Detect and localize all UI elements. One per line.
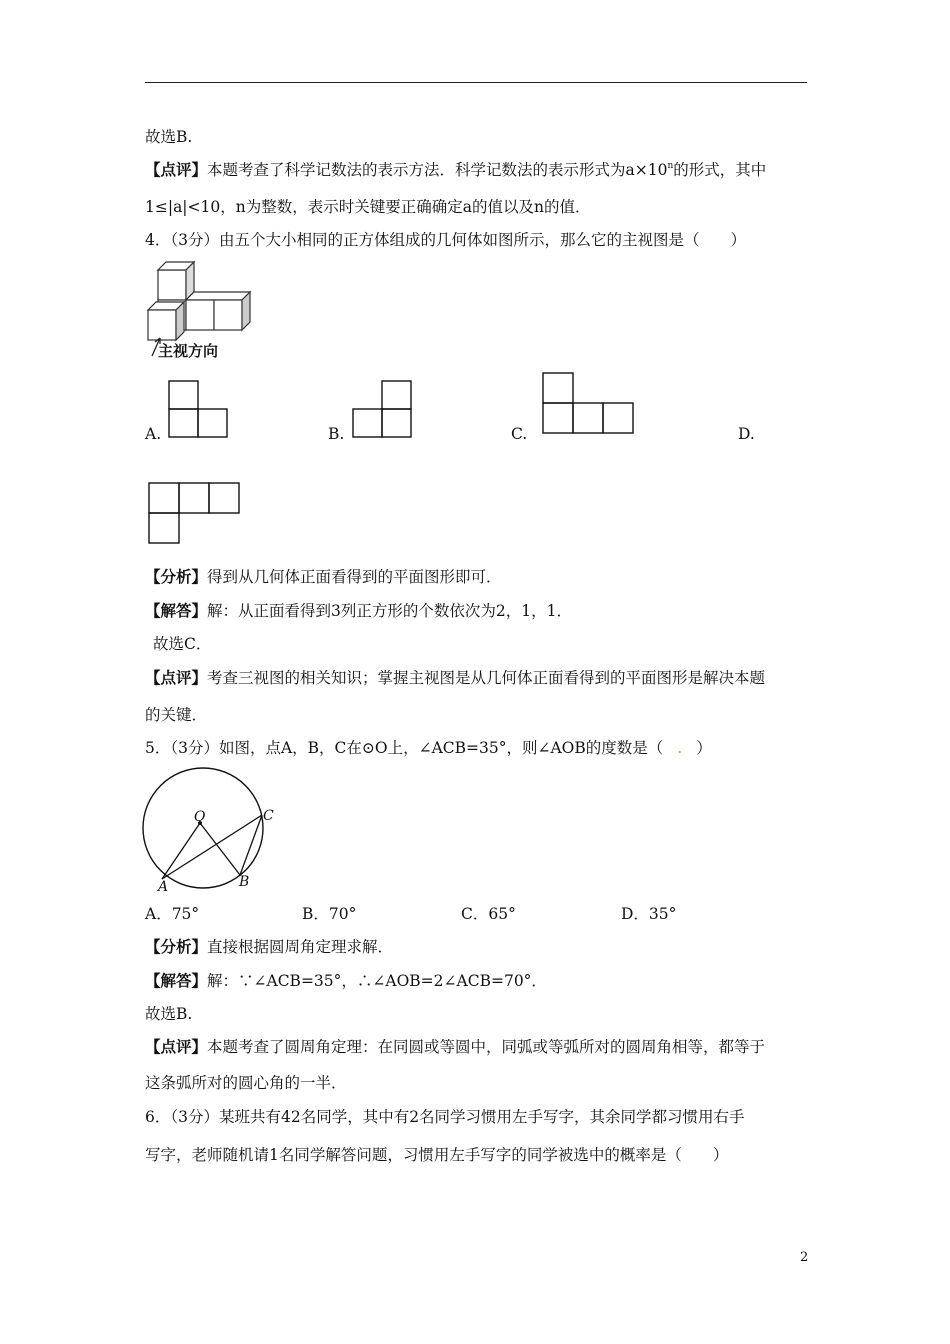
q5-comment-line2: 这条弧所对的圆心角的一半． xyxy=(145,1074,347,1092)
analysis-tag: 【分析】 xyxy=(145,567,208,586)
q4-option-c-figure xyxy=(542,372,636,434)
q6-stem-line1: 6．（3分）某班共有42名同学，其中有2名同学习惯用左手写字，其余同学都习惯用右手 xyxy=(145,1108,745,1126)
q5-circle-figure xyxy=(140,765,280,895)
q4-option-b-label: B. xyxy=(328,425,345,443)
comment-tag: 【点评】 xyxy=(145,160,208,179)
q4-option-d-figure xyxy=(148,482,240,544)
header-rule xyxy=(145,82,807,83)
q5-option-d: D．35° xyxy=(621,905,677,923)
point-label-b: B xyxy=(239,874,250,890)
q4-option-d-label: D. xyxy=(738,425,755,443)
q5-comment: 【点评】本题考查了圆周角定理：在同圆或等圆中，同弧或等弧所对的圆周角相等，都等于 xyxy=(145,1037,766,1056)
q4-stem: 4．（3分）由五个大小相同的正方体组成的几何体如图所示，那么它的主视图是（ ） xyxy=(145,231,746,249)
q4-conclusion: 故选C． xyxy=(153,635,212,653)
q5-stem: 5．（3分）如图，点A，B，C在⊙O上，∠ACB=35°，则∠AOB的度数是（ . ） xyxy=(145,739,712,757)
view-direction-label: 主视方向 xyxy=(158,342,219,360)
page-number: 2 xyxy=(800,1250,809,1265)
q4-cube-figure xyxy=(140,260,260,360)
solution-tag: 【解答】 xyxy=(145,601,208,620)
q3-conclusion: 故选B. xyxy=(145,128,193,146)
q5-solution: 【解答】解：∵∠ACB=35°，∴∠AOB=2∠ACB=70°． xyxy=(145,971,547,990)
q4-option-a-figure xyxy=(168,380,228,440)
point-label-c: C xyxy=(263,808,274,824)
q5-analysis: 【分析】直接根据圆周角定理求解． xyxy=(145,937,394,956)
q4-option-a-label: A. xyxy=(145,425,162,443)
q4-analysis: 【分析】得到从几何体正面看得到的平面图形即可． xyxy=(145,567,502,586)
q4-comment-line2: 的关键． xyxy=(145,706,208,724)
q4-option-c-label: C. xyxy=(511,425,528,443)
q3-comment-line2: 1≤|a|<10，n为整数，表示时关键要正确确定a的值以及n的值． xyxy=(145,198,591,216)
q4-option-b-figure xyxy=(352,380,412,440)
point-label-a: A xyxy=(158,879,169,895)
q5-option-b: B．70° xyxy=(302,905,357,923)
q4-comment: 【点评】考查三视图的相关知识；掌握主视图是从几何体正面看得到的平面图形是解决本题 xyxy=(145,668,766,687)
q3-comment: 【点评】本题考查了科学记数法的表示方法．科学记数法的表示形式为$a\times 10^n$的形式，其中 xyxy=(145,160,767,179)
comment-tag: 【点评】 xyxy=(145,1037,208,1056)
q4-solution: 【解答】解：从正面看得到3列正方形的个数依次为2，1，1． xyxy=(145,601,572,620)
q5-conclusion: 故选B. xyxy=(145,1005,193,1023)
point-label-o: O xyxy=(194,809,206,825)
solution-tag: 【解答】 xyxy=(145,971,208,990)
analysis-tag: 【分析】 xyxy=(145,937,208,956)
q6-stem-line2: 写字，老师随机请1名同学解答问题，习惯用左手写字的同学被选中的概率是（ ） xyxy=(145,1146,729,1164)
comment-tag: 【点评】 xyxy=(145,668,208,687)
q5-option-c: C．65° xyxy=(461,905,516,923)
q5-option-a: A．75° xyxy=(145,905,200,923)
